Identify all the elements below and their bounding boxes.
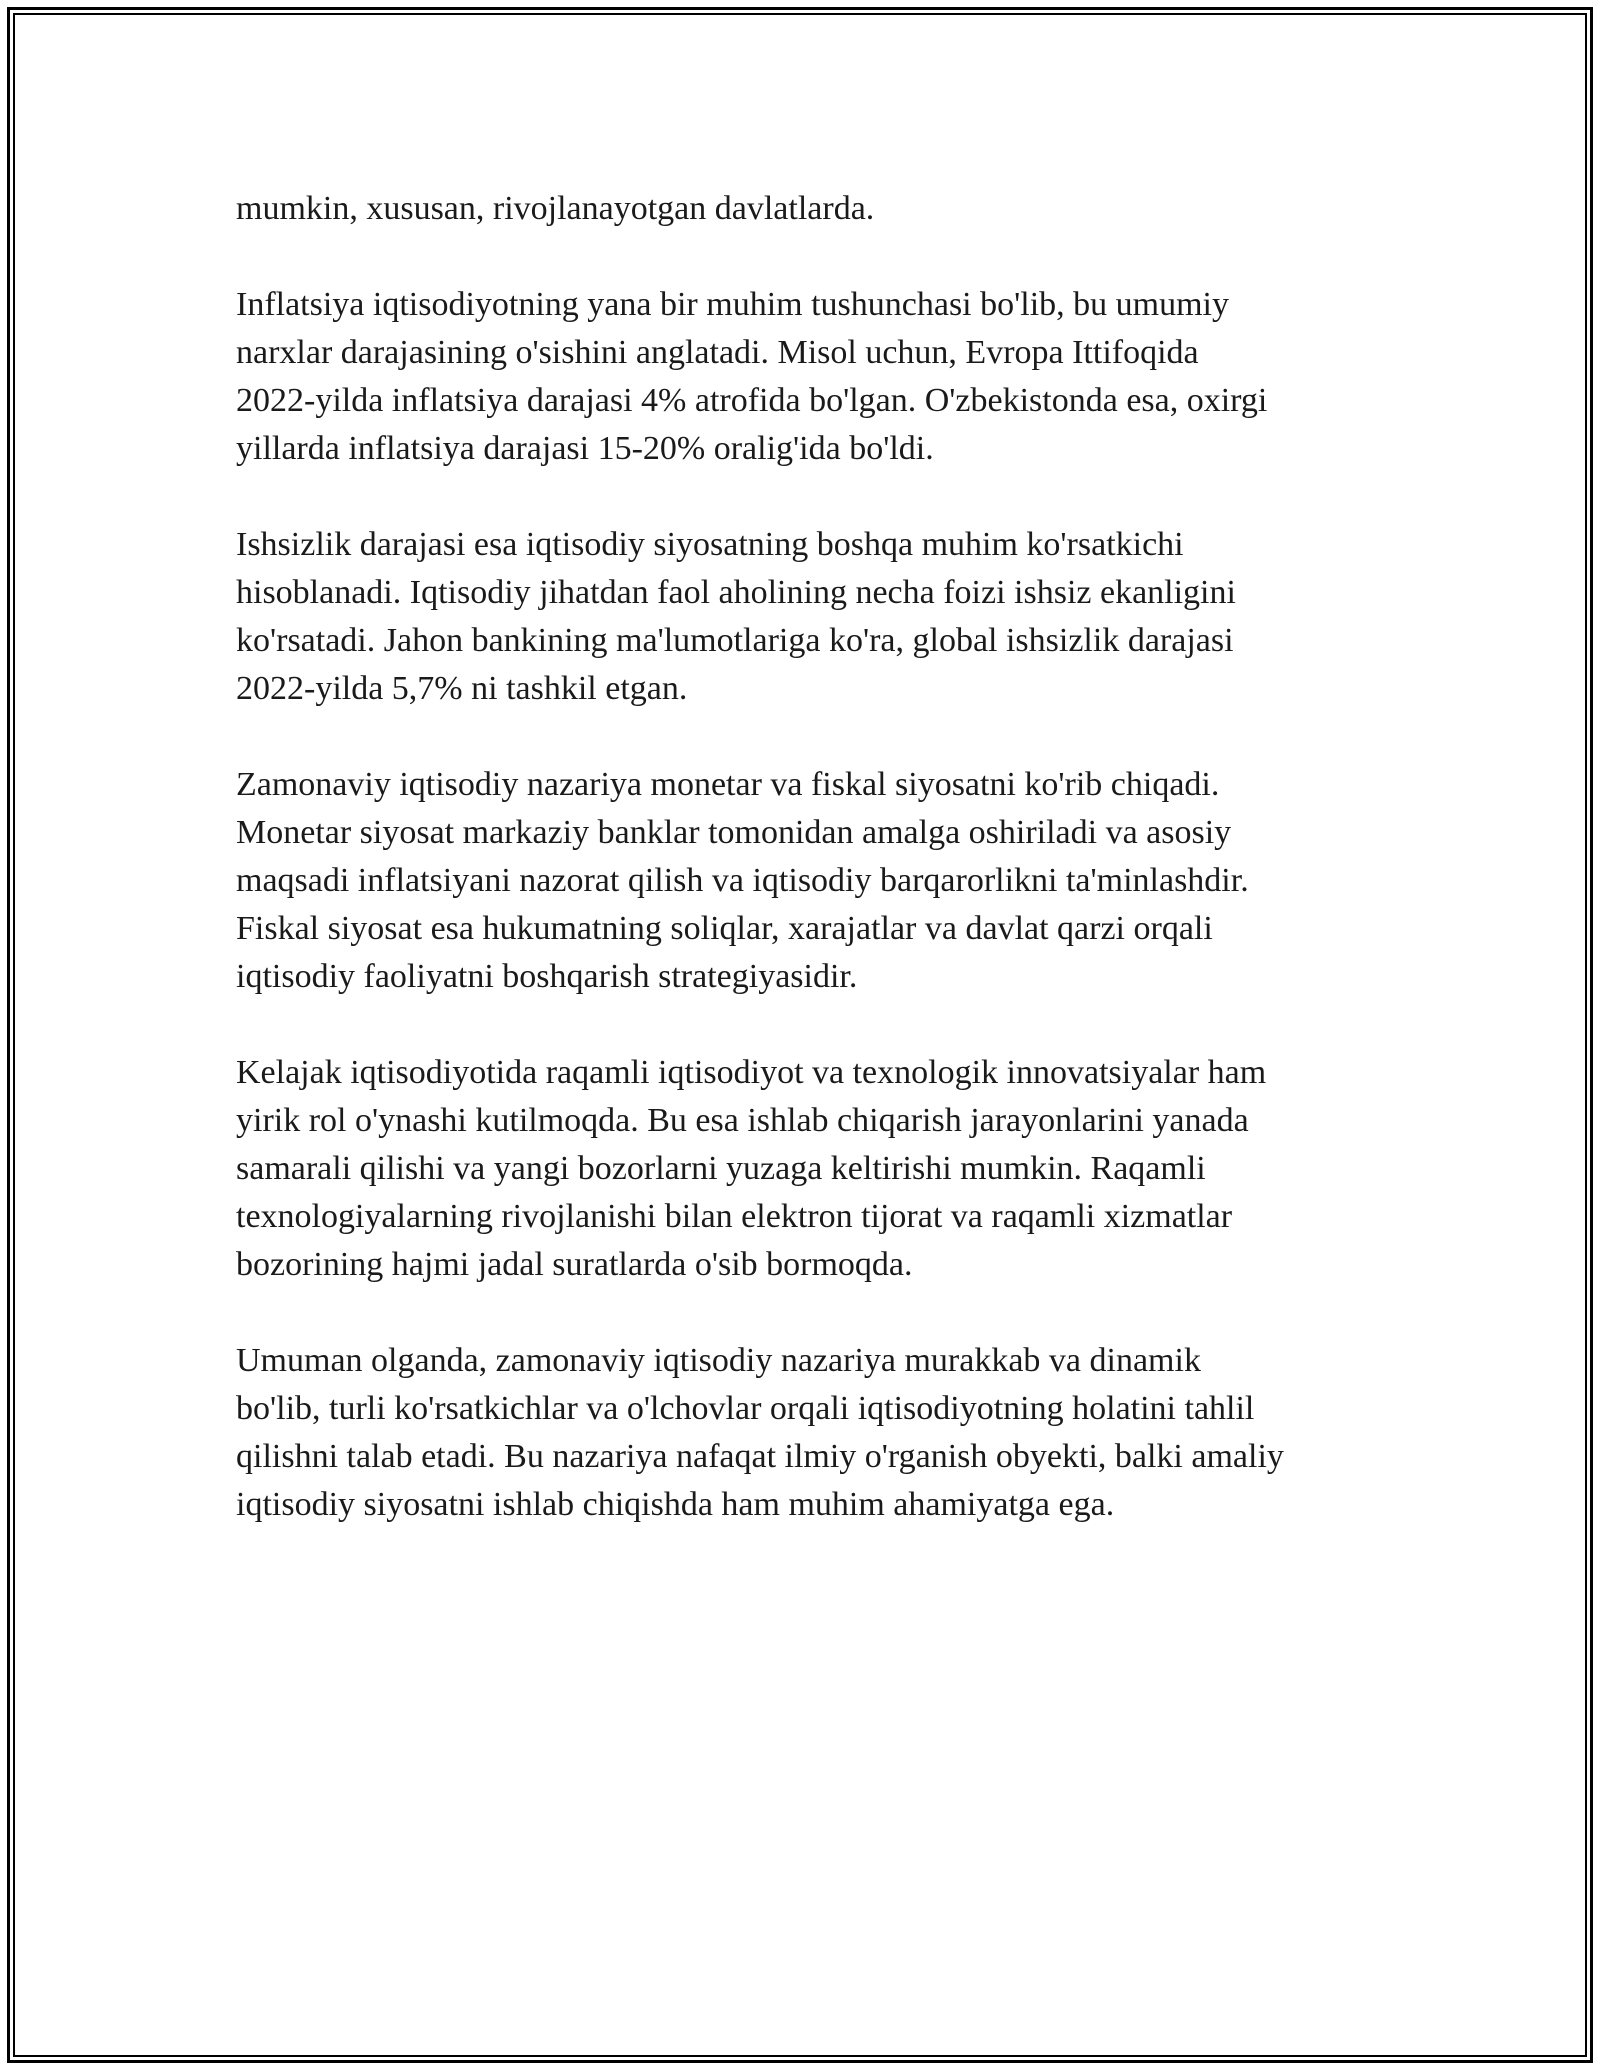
paragraph-unemployment: Ishsizlik darajasi esa iqtisodiy siyosatning boshqa muhim ko'rsatkichi hisoblanadi. Iqtisodiy jihatdan faol aholining necha foizi ishsiz ekanligini ko'rsatadi. Jahon bankining ma'lumotlariga ko'ra, global ishsizlik darajasi 2022-yilda 5,7% ni tashkil etgan. [236,526,1236,707]
paragraph-monetary-fiscal-policy: Zamonaviy iqtisodiy nazariya monetar va fiskal siyosatni ko'rib chiqadi. Monetar siyosat markaziy banklar tomonidan amalga oshiriladi va asosiy maqsadi inflatsiyani nazorat qilish va iqtisodiy barqarorlikni ta'minlashdir. Fiskal siyosat esa hukumatning soliqlar, xarajatlar va davlat qarzi orqali iqtisodiy faoliyatni boshqarish strategiyasidir. [236,766,1249,995]
paragraph-conclusion: Umuman olganda, zamonaviy iqtisodiy nazariya murakkab va dinamik bo'lib, turli ko'rsatkichlar va o'lchovlar orqali iqtisodiyotning holatini tahlil qilishni talab etadi. Bu nazariya nafaqat ilmiy o'rganish obyekti, balki amaliy iqtisodiy siyosatni ishlab chiqishda ham muhim ahamiyatga ega. [236,1342,1284,1523]
document-body [236,185,1396,1529]
paragraph-continuation: mumkin, xususan, rivojlanayotgan davlatlarda. [236,190,875,227]
paragraph-digital-economy: Kelajak iqtisodiyotida raqamli iqtisodiyot va texnologik innovatsiyalar ham yirik rol o'ynashi kutilmoqda. Bu esa ishlab chiqarish jarayonlarini yanada samarali qilishi va yangi bozorlarni yuzaga keltirishi mumkin. Raqamli texnologiyalarning rivojlanishi bilan elektron tijorat va raqamli xizmatlar bozorining hajmi jadal suratlarda o'sib bormoqda. [236,1054,1267,1283]
paragraph-inflation: Inflatsiya iqtisodiyotning yana bir muhim tushunchasi bo'lib, bu umumiy narxlar darajasining o'sishini anglatadi. Misol uchun, Evropa Ittifoqida 2022-yilda inflatsiya darajasi 4% atrofida bo'lgan. O'zbekistonda esa, oxirgi yillarda inflatsiya darajasi 15-20% oralig'ida bo'ldi. [236,286,1268,467]
